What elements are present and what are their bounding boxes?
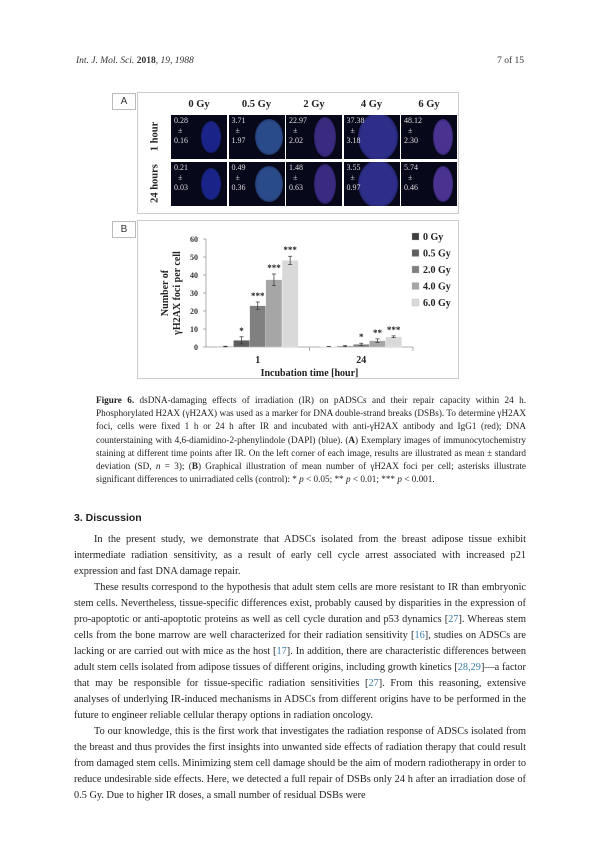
dose-column-header: 0 Gy [188, 99, 210, 110]
caption-text: < 0.05; ** [303, 474, 346, 485]
micrograph-cell [344, 115, 400, 159]
text-run: These results correspond to the hypothesis that adult stem cells are more resistant to IR than embryonic stem cells. Nevertheless, tissue-specific differences exist, probably caused by disparities in the expression of pro-apoptotic or anti-apoptotic proteins as well as cell cycle duration and p53 dynamics [ [74, 582, 526, 625]
plus-minus: ± [235, 126, 240, 135]
journal-name: Int. J. Mol. Sci. [76, 56, 135, 66]
foci-mean: 37.38 [346, 116, 365, 125]
panel-a-label: A [112, 93, 136, 110]
legend-label: 6.0 Gy [423, 298, 451, 309]
significance-marker: * [359, 332, 364, 343]
legend-label: 0 Gy [423, 232, 444, 243]
foci-sd: 0.16 [174, 136, 188, 145]
caption-p: p [299, 474, 304, 485]
foci-sd: 3.18 [346, 136, 361, 145]
caption-text: dsDNA-damaging effects of irradiation (IR) on pADSCs and their repair capacity within 24 h. Phosphorylated H2AX (γH2AX) was used as a marker for DNA double-strand breaks (DSBs). To determine γH2AX foci, cells were fixed 1 h or 24 h after IR and incubated with anti-γH2AX antibody and IgG1 (red); DNA counterstaining with 4,6-diamidino-2-phenylindole (DAPI) (blue). ( [96, 395, 527, 445]
legend-swatch [412, 233, 419, 240]
journal-year: 2018 [136, 56, 156, 66]
micrograph-cell [286, 162, 342, 206]
legend-swatch [412, 299, 419, 306]
foci-value [404, 116, 422, 146]
text-run: ]. From this reasoning, extensive analyses of underlying IR-induced mechanisms in ADSCs from different origins have to be performed in the future to engineer reliable cellular therapy options in radiation oncology. [74, 678, 527, 721]
y-tick-label: 50 [190, 253, 198, 262]
foci-sd: 2.02 [289, 136, 303, 145]
text-run: ]. Whereas stem cells from the bone marrow are well characterized for their radiation sensitivity [ [74, 614, 527, 641]
bar [250, 306, 266, 347]
nucleus-image [255, 166, 283, 202]
plus-minus: ± [293, 126, 298, 135]
foci-value [404, 163, 418, 193]
nucleus-image [255, 119, 283, 155]
foci-sd: 0.36 [231, 183, 246, 192]
citation-link[interactable]: 28,29 [457, 662, 481, 673]
foci-sd: 2.30 [404, 136, 418, 145]
y-tick-label: 20 [190, 307, 198, 316]
legend-swatch [412, 283, 419, 290]
foci-value [174, 116, 188, 146]
caption-p: p [345, 474, 351, 485]
x-tick-label: 24 [356, 355, 367, 366]
significance-marker: *** [251, 291, 265, 302]
plus-minus: ± [350, 126, 355, 135]
foci-sd: 0.97 [346, 183, 361, 192]
journal-volume: , 19, 1988 [155, 56, 194, 66]
x-tick-label: 1 [255, 355, 261, 366]
micrograph-cell [344, 162, 400, 206]
caption-text: < 0.001. [401, 474, 435, 485]
citation-link[interactable]: 27 [368, 678, 379, 689]
citation-link[interactable]: 17 [276, 646, 287, 657]
time-row-header: 24 hours [149, 164, 161, 203]
y-axis-label: Number of [160, 269, 171, 317]
nucleus-image [433, 119, 453, 155]
micrograph-cell [401, 162, 457, 206]
caption-text: ) Graphical illustration of mean number of γH2AX foci per cell; asterisks illustrate significant differences to unirradiated cells (control): * [96, 461, 527, 485]
legend-label: 2.0 Gy [423, 265, 451, 276]
nucleus-image [201, 168, 221, 200]
dose-column-header: 2 Gy [303, 99, 325, 110]
plus-minus: ± [178, 126, 183, 135]
foci-mean: 0.28 [174, 116, 188, 125]
plus-minus: ± [293, 173, 298, 182]
significance-marker: *** [267, 262, 281, 273]
text-run: ]—a factor that may be responsible for tissue-specific radiation sensitivities [ [74, 662, 526, 689]
foci-value [347, 116, 365, 146]
time-row-header: 1 hour [149, 121, 161, 152]
page-number: 7 of 15 [497, 56, 524, 66]
foci-sd: 0.63 [289, 183, 303, 192]
micrograph-cell [286, 115, 342, 159]
body-text [74, 532, 526, 804]
foci-sd: 0.46 [404, 183, 418, 192]
y-tick-label: 10 [190, 325, 198, 334]
legend-swatch [412, 266, 419, 273]
dose-column-header: 4 Gy [360, 99, 383, 110]
foci-value [347, 163, 361, 193]
panel-a-micrographs [137, 92, 459, 214]
plus-minus: ± [178, 173, 183, 182]
text-run: ]. In addition, there are characteristic differences between adult stem cells isolated from adipose tissues of different origins, including growth kinetics [ [74, 646, 526, 673]
caption-label: Figure 6. [96, 395, 135, 405]
figure-caption [96, 394, 526, 486]
bar [266, 280, 282, 347]
caption-text: < 0.01; *** [350, 474, 398, 485]
foci-mean: 48.12 [404, 116, 422, 125]
foci-mean: 3.55 [346, 163, 361, 172]
foci-sd: 1.97 [231, 136, 246, 145]
micrograph-cell [171, 115, 227, 159]
panel-b-chart-frame [137, 220, 459, 379]
bar [386, 337, 402, 347]
section-heading: 3. Discussion [74, 512, 142, 524]
paragraph-2 [74, 580, 526, 724]
legend-label: 4.0 Gy [423, 281, 451, 293]
foci-value [174, 163, 188, 193]
plus-minus: ± [235, 173, 240, 182]
panel-b-label: B [112, 221, 136, 238]
caption-text: = 3); ( [160, 461, 192, 472]
dose-column-header: 0.5 Gy [241, 99, 272, 110]
text-run: ], studies on ADSCs are lacking or are carried out with mice as the host [ [74, 630, 526, 657]
y-tick-label: 30 [190, 289, 198, 298]
significance-marker: *** [386, 324, 401, 335]
y-axis-label: γH2AX foci per cell [172, 251, 183, 335]
foci-value [232, 116, 246, 146]
plus-minus: ± [408, 126, 413, 135]
plus-minus: ± [350, 173, 355, 182]
micrograph-cell [401, 115, 457, 159]
foci-value [289, 116, 307, 146]
y-tick-label: 40 [190, 271, 198, 280]
foci-mean: 0.49 [231, 163, 246, 172]
foci-mean: 0.21 [174, 163, 188, 172]
foci-value [289, 163, 303, 193]
caption-n: n [155, 461, 161, 472]
citation-link[interactable]: 27 [448, 614, 459, 625]
caption-ref-a: A [348, 434, 356, 445]
caption-text: ) Exemplary images of immunocytochemistry staining at different time points after IR. On the left corner of each image, results are illustrated as mean ± standard deviation (SD, [96, 434, 527, 472]
paragraph-1: In the present study, we demonstrate that ADSCs isolated from the breast adipose tissue exhibit intermediate radiation sensitivity, as a result of early cell cycle arrest associated with increased p21 expression and fast DNA damage repair. [74, 534, 526, 577]
micrograph-cell [229, 115, 285, 159]
micrograph-cell [171, 162, 227, 206]
micrograph-cell [229, 162, 285, 206]
nucleus-image [314, 164, 336, 204]
nucleus-image [201, 121, 221, 153]
legend-swatch [412, 250, 419, 257]
dose-column-header: 6 Gy [418, 99, 440, 110]
nucleus-image [358, 162, 398, 206]
significance-marker: *** [283, 245, 297, 256]
legend-label: 0.5 Gy [423, 248, 451, 260]
significance-marker: * [239, 325, 244, 336]
y-tick-label: 60 [190, 235, 198, 244]
foci-mean: 3.71 [231, 116, 246, 125]
plus-minus: ± [408, 173, 413, 182]
paragraph-3: To our knowledge, this is the first work that investigates the radiation response of ADSCs isolated from the breast and thus provides the first insights into unwanted side effects of radiation therapy that could result from damaged stem cells. Minimizing stem cell damage should be the aim of modern radiotherapy in order to reduce undesirable side effects. Here, we detected a full repair of DSBs only 24 h after an irradiation dose of 0.5 Gy. Due to higher IR doses, a small number of residual DSBs were [74, 726, 526, 801]
caption-ref-b: B [191, 461, 198, 472]
bar-chart [138, 221, 458, 378]
foci-mean: 22.97 [289, 116, 307, 125]
foci-mean: 5.74 [404, 163, 418, 172]
running-header [76, 56, 194, 66]
citation-link[interactable]: 16 [414, 630, 425, 641]
bar [282, 260, 298, 347]
foci-value [232, 163, 246, 193]
y-tick-label: 0 [194, 343, 198, 352]
foci-mean: 1.48 [289, 163, 303, 172]
nucleus-image [433, 166, 453, 202]
foci-sd: 0.03 [174, 183, 188, 192]
significance-marker: ** [372, 327, 382, 338]
caption-p: p [397, 474, 402, 485]
nucleus-image [314, 117, 336, 157]
x-axis-label: Incubation time [hour] [260, 368, 359, 378]
